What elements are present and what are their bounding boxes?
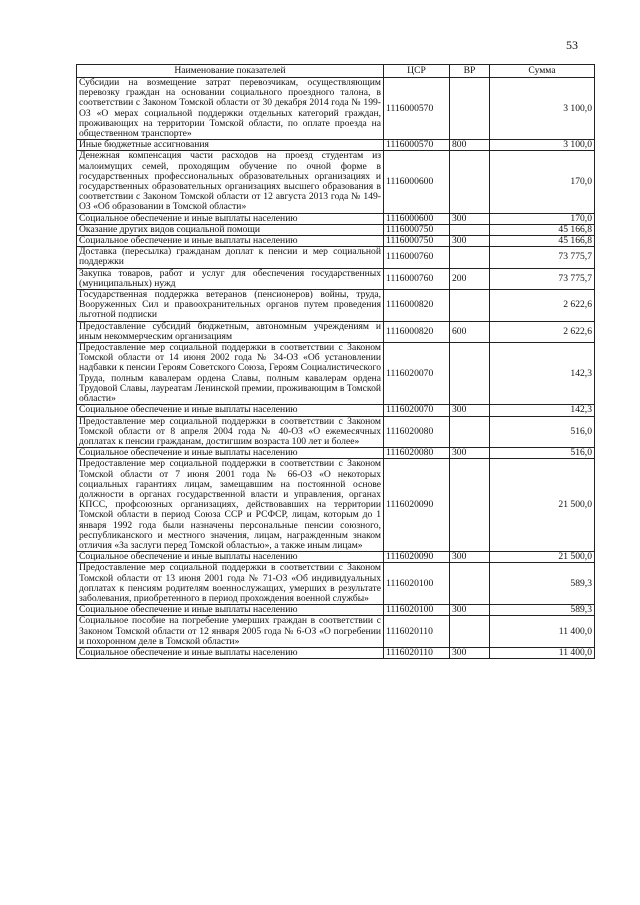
table-row <box>77 552 595 563</box>
row-sum: 142,3 <box>490 343 595 405</box>
row-sum: 170,0 <box>490 213 595 224</box>
row-sum: 11 400,0 <box>490 616 595 648</box>
row-sum: 45 166,8 <box>490 224 595 235</box>
table-row <box>77 647 595 658</box>
row-sum: 73 775,7 <box>490 247 595 268</box>
table-row <box>77 236 595 247</box>
header-vr: ВР <box>450 65 490 78</box>
table-row <box>77 343 595 405</box>
row-vr <box>450 224 490 235</box>
table-row <box>77 448 595 459</box>
row-csr: 1116020090 <box>384 552 450 563</box>
row-name: Субсидии на возмещение затрат перевозчикам, осуществляющим перевозку граждан на основании социального проездного талона, в соответствии с Законом Томской области от 30 декабря 2014 года № 199-ОЗ «О мерах социальной поддержки отдельных категорий граждан, проживающих на территории Томской области, по оплате проезда на общественном транспорте» <box>77 78 384 140</box>
row-name: Социальное обеспечение и иные выплаты населению <box>77 605 384 616</box>
row-csr: 1116000820 <box>384 290 450 322</box>
row-csr: 1116000750 <box>384 236 450 247</box>
table-row <box>77 459 595 552</box>
header-sum: Сумма <box>490 65 595 78</box>
row-csr: 1116020110 <box>384 647 450 658</box>
header-name: Наименование показателей <box>77 65 384 78</box>
row-sum: 170,0 <box>490 151 595 213</box>
row-name: Доставка (пересылка) гражданам доплат к пенсии и мер социальной поддержки <box>77 247 384 268</box>
table-row <box>77 151 595 213</box>
row-csr: 1116020110 <box>384 616 450 648</box>
row-name: Социальное пособие на погребение умерших граждан в соответствии с Законом Томской области от 12 января 2005 года № 6-ОЗ «О погребении и похоронном деле в Томской области» <box>77 616 384 648</box>
row-sum: 516,0 <box>490 416 595 448</box>
budget-table <box>76 64 595 659</box>
row-sum: 589,3 <box>490 563 595 605</box>
row-sum: 21 500,0 <box>490 459 595 552</box>
row-vr: 300 <box>450 552 490 563</box>
row-csr: 1116000750 <box>384 224 450 235</box>
row-vr: 300 <box>450 448 490 459</box>
row-sum: 45 166,8 <box>490 236 595 247</box>
row-sum: 3 100,0 <box>490 140 595 151</box>
row-sum: 2 622,6 <box>490 321 595 342</box>
table-row <box>77 268 595 289</box>
row-vr <box>450 343 490 405</box>
row-vr: 300 <box>450 213 490 224</box>
row-name: Социальное обеспечение и иные выплаты населению <box>77 552 384 563</box>
row-csr: 1116000760 <box>384 268 450 289</box>
row-sum: 21 500,0 <box>490 552 595 563</box>
row-csr: 1116000600 <box>384 213 450 224</box>
row-csr: 1116000600 <box>384 151 450 213</box>
row-csr: 1116000570 <box>384 78 450 140</box>
row-name: Предоставление мер социальной поддержки в соответствии с Законом Томской области от 8 апреля 2004 года № 40-ОЗ «О ежемесячных доплатах к пенсии гражданам, достигшим возраста 100 лет и более» <box>77 416 384 448</box>
row-csr: 1116020070 <box>384 343 450 405</box>
row-sum: 142,3 <box>490 405 595 416</box>
row-vr <box>450 616 490 648</box>
table-row <box>77 78 595 140</box>
row-vr: 300 <box>450 236 490 247</box>
table-row <box>77 616 595 648</box>
row-vr <box>450 290 490 322</box>
row-vr <box>450 416 490 448</box>
row-vr <box>450 459 490 552</box>
table-row <box>77 213 595 224</box>
row-name: Иные бюджетные ассигнования <box>77 140 384 151</box>
row-vr: 300 <box>450 405 490 416</box>
row-name: Социальное обеспечение и иные выплаты населению <box>77 213 384 224</box>
row-csr: 1116020090 <box>384 459 450 552</box>
table-row <box>77 247 595 268</box>
page-number: 53 <box>566 38 578 52</box>
table-row <box>77 140 595 151</box>
row-name: Социальное обеспечение и иные выплаты населению <box>77 236 384 247</box>
row-sum: 589,3 <box>490 605 595 616</box>
row-csr: 1116020070 <box>384 405 450 416</box>
row-name: Социальное обеспечение и иные выплаты населению <box>77 448 384 459</box>
table-row <box>77 321 595 342</box>
header-csr: ЦСР <box>384 65 450 78</box>
row-sum: 516,0 <box>490 448 595 459</box>
row-vr: 800 <box>450 140 490 151</box>
table-row <box>77 563 595 605</box>
table-header-row <box>77 65 595 78</box>
table-row <box>77 224 595 235</box>
row-csr: 1116000760 <box>384 247 450 268</box>
row-sum: 2 622,6 <box>490 290 595 322</box>
table-row <box>77 290 595 322</box>
row-csr: 1116000570 <box>384 140 450 151</box>
row-name: Денежная компенсация части расходов на проезд студентам из малоимущих семей, проходящим обучение по очной форме в государственных профессиональных образовательных организациях и государственных образовательных организациях высшего образования в соответствии с Законом Томской области от 12 августа 2013 года № 149-ОЗ «Об образовании в Томской области» <box>77 151 384 213</box>
row-name: Оказание других видов социальной помощи <box>77 224 384 235</box>
row-vr <box>450 563 490 605</box>
row-name: Предоставление мер социальной поддержки в соответствии с Законом Томской области от 14 июня 2002 года № 34-ОЗ «Об установлении надбавки к пенсии Героям Советского Союза, Героям Социалистического Труда, полным кавалерам ордена Славы, полным кавалерам ордена Трудовой Славы, лауреатам Ленинской премии, проживающим в Томской области» <box>77 343 384 405</box>
row-name: Социальное обеспечение и иные выплаты населению <box>77 405 384 416</box>
row-name: Предоставление субсидий бюджетным, автономным учреждениям и иным некоммерческим организациям <box>77 321 384 342</box>
table-row <box>77 416 595 448</box>
table-row <box>77 605 595 616</box>
row-vr <box>450 247 490 268</box>
row-vr: 300 <box>450 647 490 658</box>
row-csr: 1116020100 <box>384 605 450 616</box>
row-name: Предоставление мер социальной поддержки в соответствии с Законом Томской области от 7 июня 2001 года № 66-ОЗ «О некоторых социальных гарантиях лицам, замещавшим на постоянной основе должности в органах государственной власти и управления, органах КПСС, профсоюзных организациях, действовавших на территории Томской области в период Союза ССР и РСФСР, лицам, которым до 1 января 1992 года были назначены персональные пенсии союзного, республиканского и местного значения, лицам, награжденным знаком отличия «За заслуги перед Томской областью», а также иным лицам» <box>77 459 384 552</box>
row-sum: 11 400,0 <box>490 647 595 658</box>
row-csr: 1116000820 <box>384 321 450 342</box>
row-name: Предоставление мер социальной поддержки в соответствии с Законом Томской области от 13 июня 2001 года № 71-ОЗ «Об индивидуальных доплатах к пенсиям родителям военнослужащих, умерших в результате заболевания, приобретенного в период прохождения военной службы» <box>77 563 384 605</box>
row-name: Закупка товаров, работ и услуг для обеспечения государственных (муниципальных) нужд <box>77 268 384 289</box>
row-csr: 1116020080 <box>384 448 450 459</box>
row-sum: 3 100,0 <box>490 78 595 140</box>
row-vr <box>450 78 490 140</box>
table-row <box>77 405 595 416</box>
row-sum: 73 775,7 <box>490 268 595 289</box>
row-name: Государственная поддержка ветеранов (пенсионеров) войны, труда, Вооруженных Сил и правоохранительных органов путем проведения льготной подписки <box>77 290 384 322</box>
row-vr <box>450 151 490 213</box>
row-name: Социальное обеспечение и иные выплаты населению <box>77 647 384 658</box>
row-vr: 300 <box>450 605 490 616</box>
row-vr: 600 <box>450 321 490 342</box>
row-csr: 1116020080 <box>384 416 450 448</box>
row-vr: 200 <box>450 268 490 289</box>
row-csr: 1116020100 <box>384 563 450 605</box>
